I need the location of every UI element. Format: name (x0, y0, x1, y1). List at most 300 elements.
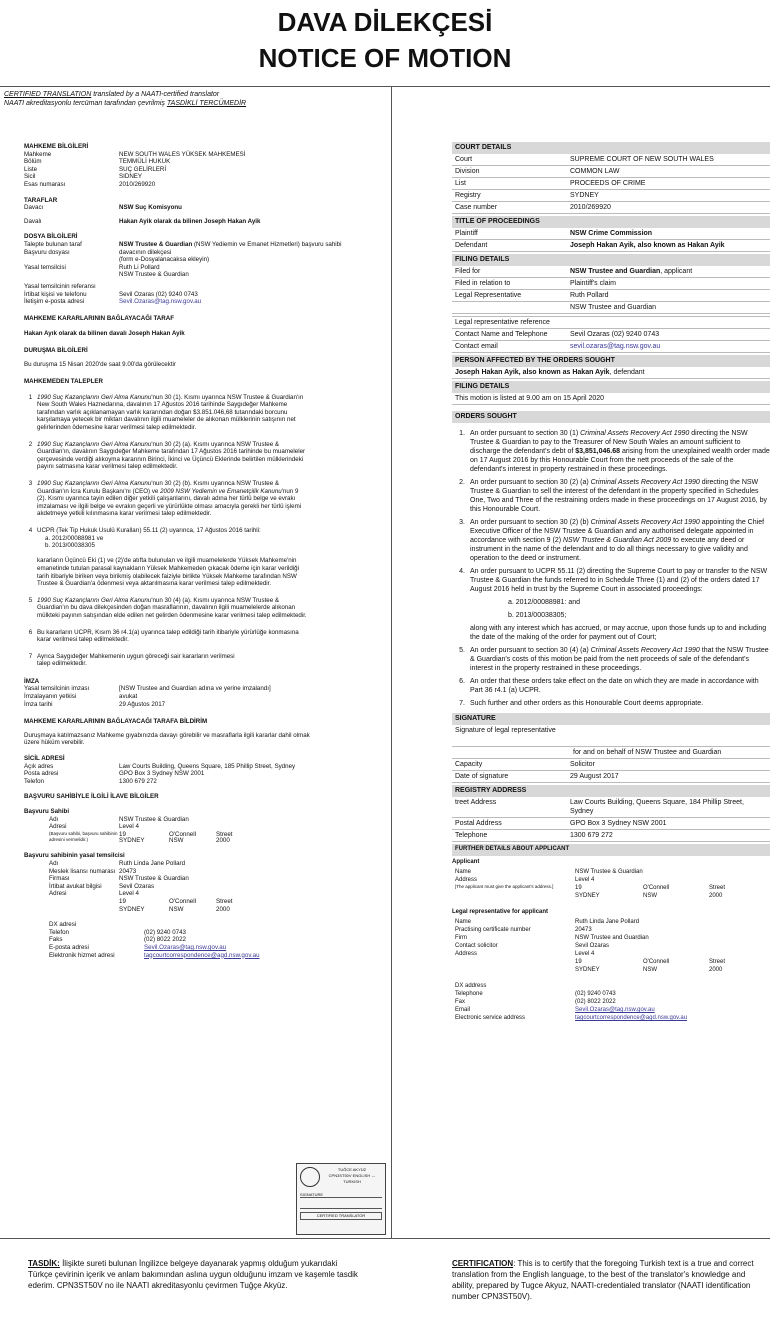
value: Sevil Ozaras (119, 882, 155, 890)
street-number: 19 (575, 959, 582, 965)
label: Postal Address (455, 820, 502, 827)
talep-number: 6 (28, 628, 33, 636)
tasdik-heading: TASDİK: (28, 1259, 60, 1268)
value: Ruth Linda Jane Pollard (575, 919, 640, 925)
row (49, 875, 384, 883)
street-number: 19 (119, 897, 126, 905)
row (24, 256, 384, 264)
value: [NSW Trustee and Guardian adına ve yerine imzalandı] (119, 685, 271, 693)
heading-ilave: BAŞVURU SAHİBİYLE İLGİLİ İLAVE BİLGİLER (24, 793, 159, 801)
label: İmza tarihi (24, 700, 53, 708)
label: Email (455, 1007, 471, 1013)
value: 29 August 2017 (570, 773, 619, 780)
sub-item: b. 2013/00038305 (45, 542, 95, 550)
value: Level 4 (119, 823, 139, 831)
section-filing-details: FILING DETAILS (452, 254, 770, 266)
talep-4 (24, 527, 384, 588)
label (455, 303, 570, 312)
row (452, 998, 770, 1006)
row (49, 944, 384, 952)
value-bold: NSW Trustee and Guardian (570, 268, 661, 275)
section-person-affected: PERSON AFFECTED BY THE ORDERS SOUGHT (452, 355, 770, 367)
label: Fax (455, 999, 466, 1005)
order-text: An order pursuant to section 30 (2) (b) (470, 519, 591, 526)
talep-3 (24, 480, 384, 518)
street-type: Street (709, 885, 726, 891)
label: Telefon (49, 928, 69, 936)
row (452, 830, 770, 842)
seal-icon (300, 1167, 320, 1187)
label: List (455, 180, 466, 187)
street-name: O'Connell (169, 897, 196, 905)
sub-item: a. 2012/00088981 ve (45, 534, 104, 542)
row (452, 154, 770, 166)
value: 1300 679 272 (119, 777, 157, 785)
label: Adı (49, 815, 59, 823)
talep-number: 3 (28, 480, 33, 487)
label: Contact email (455, 343, 498, 350)
note: (Başvuru sahibi, başvuru sahibinin adresini vermelidir.) (49, 830, 118, 842)
row (452, 1014, 770, 1022)
talep-6 (24, 629, 384, 644)
label: İrtibat kişisi ve telefonu (24, 290, 87, 298)
talep-text: 'nun 30 (4) (a). Kısmı uyarınca NSW Trustee & Guardian'ın bu dava dilekçesinden doğan masraflarının, davalının ilgili muamelelerde alıkonan mülkteki payının satışından elde edilen net gelirden ödenmesine karar verilmesi talep edilmektedir. (37, 596, 307, 619)
value[interactable]: tagcourtcorrespondence@agd.nsw.gov.au (575, 1015, 688, 1021)
state: NSW (169, 905, 184, 913)
city: SYDNEY (119, 836, 145, 844)
value: 20473 (575, 927, 592, 933)
durusma-text: Bu duruşma 15 Nisan 2020'de saat 9.00'da görülecektir (24, 361, 176, 369)
street-type: Street (216, 830, 233, 838)
cert-header-tr-underlined: TASDİKLİ TERCÜMEDİR (166, 100, 247, 107)
label: İletişim e-posta adresi (24, 298, 85, 306)
value: Level 4 (575, 877, 595, 883)
talep-1 (24, 394, 384, 432)
street-type: Street (709, 959, 726, 965)
row (452, 942, 770, 950)
row (24, 271, 384, 279)
row (49, 936, 384, 944)
row (24, 181, 384, 189)
label: Telephone (455, 991, 483, 997)
row-defendant (452, 240, 770, 252)
row-yt-street (24, 898, 384, 906)
row (452, 918, 770, 926)
row-irtibat (24, 291, 384, 299)
row (452, 190, 770, 202)
row-eposta (24, 298, 384, 306)
label: DX address (455, 983, 487, 989)
value: (02) 9240 0743 (575, 991, 616, 997)
row-yt-city (24, 906, 384, 914)
label: Davalı (24, 217, 42, 225)
label: Practising certificate number (455, 927, 531, 933)
order-text: An order pursuant to section 30 (4) (a) (470, 647, 591, 654)
yt-rows (24, 860, 384, 898)
label: Davacı (24, 204, 44, 212)
value: COMMON LAW (570, 168, 620, 175)
label: Plaintiff (455, 230, 478, 237)
row (452, 302, 770, 314)
left-column (24, 140, 384, 959)
sicil-rows (24, 763, 384, 786)
order-7 (452, 698, 770, 711)
legal-rep-contact-rows (452, 982, 770, 1022)
value: Law Courts Building, Queens Square, 185 Phillip Street, Sydney (119, 762, 296, 770)
city: SYDNEY (119, 905, 145, 913)
law-name: 1990 Suç Kazançlarını Geri Alma Kanunu (37, 393, 152, 401)
mahkeme-rows (24, 151, 384, 189)
value: davacının dilekçesi (119, 248, 172, 256)
label: Firması (49, 875, 70, 883)
legal-rep-heading: Legal representative for applicant (452, 909, 549, 915)
row-app-street (452, 884, 770, 892)
value: Level 4 (119, 890, 139, 898)
heading-basvuru-sahibi: Başvuru Sahibi (24, 808, 70, 815)
value: (form e-Dosyalanacaksa ekleyin) (119, 256, 210, 264)
talep-text: Bu kararların UCPR, Kısım 36 r4.1(a) uyarınca talep edildiği tarih itibariyle yürürlüğe konmasına karar verilmesi talep edilmektedir. (37, 628, 299, 644)
row (452, 926, 770, 934)
talep-number: 1 (28, 393, 33, 401)
row (452, 290, 770, 302)
talep-number: 5 (28, 596, 33, 604)
title-turkish: DAVA DİLEKÇESİ (277, 7, 493, 37)
order-text: that the NSW Trustee & Guardian's costs of this motion be paid from the nett proceeds of sale of the defendant's interest in the property restrained in these proceedings. (470, 647, 769, 672)
value-bold: NSW Trustee & Guardian (119, 240, 193, 248)
label: Adresi (49, 823, 67, 831)
postcode: 2000 (709, 893, 723, 899)
city: SYDNEY (575, 893, 600, 899)
heading-bildirim: MAHKEME KARARLARININ BAĞLAYACAĞI TARAFA BİLDİRİM (24, 718, 208, 726)
order-1 (452, 428, 770, 477)
heading-mahkeme: MAHKEME BİLGİLERİ (24, 143, 89, 150)
value: NSW Trustee and Guardian (570, 304, 656, 311)
row-capacity (452, 759, 770, 771)
row (49, 890, 384, 898)
section-filing-details-2: FILING DETAILS (452, 381, 770, 393)
value: TEMMÜLİ HUKUK (119, 158, 171, 166)
talep-text: 'nun 30 (2) (b). Kısmı uyarınca NSW Trustee & Guardian'ın İcra Kurulu Başkanı'nı (CEO) ve (37, 480, 280, 495)
state: NSW (643, 893, 657, 899)
value[interactable]: Sevil.Ozaras@tag.nsw.gov.au (575, 1007, 655, 1013)
order-text: Such further and other orders as this Honourable Court deems appropriate. (470, 700, 704, 707)
value: Joseph Hakan Ayik, also known as Hakan Ayik (570, 242, 725, 249)
row (452, 797, 770, 818)
city: SYDNEY (575, 967, 600, 973)
talep-2 (24, 441, 384, 471)
row (24, 778, 384, 786)
tasdik-text: İlişikte sureti bulunan İngilizce belgeye dayanarak yapmış olduğum yukarıdaki Türkçe çevirinin içerik ve anlam bakımından aslına uygun olduğunu imzam ve kaşemle tasdik ederim. CPN3ST50V no ile NAATI akreditasyonlu çevirmen Tuğçe Akyüz. (28, 1259, 358, 1290)
cert-header-rest: translated by a NAATI-certified translator (91, 91, 220, 98)
signature-label: Signature of legal representative (452, 725, 770, 747)
label: Legal representative reference (455, 319, 550, 326)
street-number: 19 (575, 885, 582, 891)
order-number: 3. (459, 519, 465, 526)
value: (NSW Yediemin ve Emanet Hizmetleri) başvuru sahibi (192, 240, 342, 248)
certified-translation-header (4, 90, 246, 108)
order-text: to execute any deed or instrument in the name of the defendant and to do all things necessary to give validity and operation to the deed or instrument. (470, 537, 748, 562)
row (49, 883, 384, 891)
row (24, 770, 384, 778)
value: Sevil Ozaras (02) 9240 0743 (570, 331, 660, 338)
label: Elektronik hizmet adresi (49, 951, 115, 959)
value: (02) 9240 0743 (144, 928, 186, 936)
cert-header-tr: NAATI akreditasyonlu tercüman tarafından çevrilmiş (4, 100, 167, 107)
act-name: Criminal Assets Recovery Act 1990 (590, 647, 700, 654)
row (452, 317, 770, 329)
label: Filed for (455, 268, 481, 275)
dosya-rows (24, 249, 384, 279)
value (570, 318, 767, 327)
talep-text: 'nun 30 (2) (a). Kısmı uyarınca NSW Trustee & Guardian'ın, davalının Saygıdeğer Mahkeme tarafından 17 Ağustos 2016 tarihinde bu muameleler çerçevesinde verdiği alıkoyma kararının Birinci, İkinci ve Üçüncü Eklerinde belirtilen mülklerindeki payını satmasına karar verilmesi talep edilmektedir. (37, 440, 306, 471)
row (24, 151, 384, 159)
row-bs-adres (24, 823, 384, 831)
section-further-details: FURTHER DETAILS ABOUT APPLICANT (452, 844, 770, 856)
value: Ruth Pollard (570, 292, 609, 299)
label: Posta adresi (24, 770, 59, 778)
row-lr-city (452, 966, 770, 974)
value: SUPREME COURT OF NEW SOUTH WALES (570, 156, 714, 163)
heading-dosya: DOSYA BİLGİLERİ (24, 233, 78, 241)
row (24, 685, 384, 693)
value: SYDNEY (570, 192, 599, 199)
bildirim-text: Duruşmaya katılmazsanız Mahkeme gıyabınızda davayı görebilir ve masraflarla ilgili kararlar dahil olmak üzere hüküm verebilir. (24, 731, 310, 747)
row (452, 202, 770, 214)
postcode: 2000 (709, 967, 723, 973)
value: GPO Box 3 Sydney NSW 2001 (119, 770, 205, 778)
order-4 (452, 566, 770, 645)
talep-number: 4 (28, 526, 33, 534)
label: Mahkeme (24, 150, 52, 158)
row-ref (24, 283, 384, 291)
value[interactable]: tagcourtcorrespondence@agd.nsw.gov.au (144, 951, 260, 959)
label: Yasal temsilcisi (24, 263, 66, 271)
row-contact-email (452, 341, 770, 353)
street-name: O'Connell (643, 885, 670, 891)
further-details (452, 856, 770, 1022)
order-5 (452, 645, 770, 676)
row-app-city (452, 892, 770, 900)
row (452, 818, 770, 830)
person-name: Joseph Hakan Ayik, also known as Hakan Ayik (455, 369, 610, 376)
registry-rows (452, 797, 770, 842)
orders-list (452, 423, 770, 711)
stamp-name: TUĞCE AKYÜZ (337, 1167, 367, 1172)
street-number: 19 (119, 830, 126, 838)
contact-rows (24, 921, 384, 959)
postcode: 2000 (216, 836, 230, 844)
talep-text: 'nun 9 (2). Kısmı uyarınca tayin edilen diğer yetkili çalışanlarını, davalı adına her türlü belge ve evrakı imzalaması ve ilgili belge ve evrakın geçerli ve yürürlükte olması amacıyla gerekli her türlü işlemi akdetmeye yetkili kılınmasına karar verilmesi talep edilmektedir. (37, 487, 302, 518)
certification-text: : This is to certify that the foregoing Turkish text is a true and correct translation from the English language, to the best of the translator's knowledge and ability, prepared by Tugce Akyuz, NAATI-credentialed translator (NAATI identification number CPN3ST50V). (452, 1259, 754, 1301)
label: Firm (455, 935, 467, 941)
law-name: 2009 NSW Yediemin ve Emanetçilik Kanunu (160, 487, 282, 495)
order-3 (452, 517, 770, 566)
state: NSW (169, 836, 184, 844)
row (49, 860, 384, 868)
order-2 (452, 477, 770, 517)
person-affected (452, 367, 770, 379)
label: Talepte bulunan taraf (24, 240, 82, 248)
label: Contact solicitor (455, 943, 498, 949)
value: NEW SOUTH WALES YÜKSEK MAHKEMESİ (119, 150, 246, 158)
order-number: 2. (459, 479, 465, 486)
label: Esas numarası (24, 180, 66, 188)
stamp-signature-line (300, 1192, 382, 1198)
row (452, 1006, 770, 1014)
row (452, 950, 770, 958)
value: NSW Crime Commission (570, 230, 653, 237)
row (452, 990, 770, 998)
row-bs-adi (24, 816, 384, 824)
talep-5 (24, 597, 384, 620)
order-text: along with any interest which has accrued, or may accrue, upon those funds up to and including the date of the making of the order for payment out of Court; (470, 625, 767, 641)
value: Sevil Ozaras (02) 9240 0743 (119, 290, 198, 298)
section-registry-address: REGISTRY ADDRESS (452, 785, 770, 797)
listing-text: This motion is listed at 9.00 am on 15 April 2020 (452, 393, 770, 405)
value[interactable]: Sevil.Ozaras@tag.nsw.gov.au (144, 943, 227, 951)
label: Name (455, 919, 472, 925)
stamp-signature-label: SIGNATURE (300, 1192, 324, 1197)
label: Address (455, 951, 478, 957)
order-number: 7. (459, 700, 465, 707)
value: Plaintiff's claim (570, 280, 616, 287)
talep-number: 2 (28, 440, 33, 448)
top-rule (0, 86, 770, 87)
row (24, 264, 384, 272)
value: NSW Trustee & Guardian (575, 869, 643, 875)
talep-text: Ayrıca Saygıdeğer Mahkemenin uygun göreceği sair kararların verilmesi talep edilmektedir. (37, 652, 235, 668)
value: 29 Ağustos 2017 (119, 700, 166, 708)
heading-talepler: MAHKEMEDEN TALEPLER (24, 378, 103, 386)
row (24, 158, 384, 166)
certification-heading: CERTIFICATION (452, 1259, 514, 1268)
heading-yasal-temsilci: Başvuru sahibinin yasal temsilcisi (24, 852, 125, 860)
value: avukat (119, 693, 138, 701)
value: NSW Trustee and Guardian (575, 935, 649, 941)
right-column (452, 140, 770, 1022)
value: SUÇ GELİRLERİ (119, 165, 167, 173)
label: Adresi (49, 890, 67, 898)
heading-sicil: SİCİL ADRESİ (24, 755, 65, 763)
value (144, 921, 384, 929)
section-title-proceedings: TITLE OF PROCEEDINGS (452, 216, 770, 228)
act-name: Criminal Assets Recovery Act 1990 (590, 479, 700, 486)
act-name: Criminal Assets Recovery Act 1990 (580, 430, 690, 437)
court-rows (452, 154, 770, 214)
row (24, 701, 384, 709)
talep-text: kararların Üçüncü Eki (1) ve (2)'de atıfta bulunulan ve ilgili muamelelerde Yüksek Mahkeme'nin emanetinde tutulan parasal kaynakların Yüksek Mahkemeden çıkacak ödeme için karar verildiği tarih itibariyle biriken veya birikmiş olabilecek faiziyle birlikte Yüksek Mahkeme tarafından NSW Trustee & Guardian'a ödenmesi veya aktarılmasına karar verilmesi talep edilmektedir. (37, 557, 299, 588)
order-number: 1. (459, 430, 465, 437)
sub-item: b. 2013/00038305; (508, 612, 567, 619)
label: Registry (455, 192, 481, 199)
row-app-name (452, 868, 770, 876)
label: Court (455, 156, 473, 163)
label: Faks (49, 936, 63, 944)
row (24, 166, 384, 174)
order-text: directing the NSW Trustee & Guardian to sell the interest of the defendant in the property specified in Schedules One, Two and Three of the restraining orders made in these proceedings on 17 August 2016, by this Honourable Court. (470, 479, 768, 513)
section-signature: SIGNATURE (452, 713, 770, 725)
value: Hakan Ayik olarak da bilinen Joseph Hakan Ayik (119, 217, 261, 225)
row (49, 921, 384, 929)
talep-7 (24, 653, 384, 668)
heading-baglayan: MAHKEME KARARLARININ BAĞLAYACAĞI TARAF (24, 314, 174, 322)
label: Division (455, 168, 480, 175)
label: DX adresi (49, 921, 77, 929)
law-name: 1990 Suç Kazançlarını Geri Alma Kanunu (37, 440, 152, 448)
state: NSW (643, 967, 657, 973)
order-text: An order pursuant to section 30 (1) (470, 430, 581, 437)
applicant-heading: Applicant (452, 859, 480, 865)
row (49, 868, 384, 876)
order-text: An order pursuant to section 30 (2) (a) (470, 479, 591, 486)
value: SIDNEY (119, 173, 143, 181)
order-6 (452, 676, 770, 698)
label: Liste (24, 165, 38, 173)
email-link[interactable]: Sevil.Ozaras@tag.nsw.gov.au (119, 298, 202, 306)
value: Law Courts Building, Queens Square, 184 Phillip Street, Sydney (570, 799, 744, 815)
row-davali (24, 218, 384, 226)
label: Defendant (455, 242, 488, 249)
act-name: Criminal Assets Recovery Act 1990 (590, 519, 700, 526)
label: Bölüm (24, 158, 42, 166)
row-lr-street (452, 958, 770, 966)
value: , applicant (660, 268, 693, 275)
person-role: , defendant (609, 369, 645, 376)
stamp-line (300, 1203, 382, 1209)
row (49, 952, 384, 960)
label: treet Address (455, 799, 497, 806)
footer-rule (0, 1238, 770, 1239)
label: E-posta adresi (49, 943, 89, 951)
value: 20473 (119, 867, 137, 875)
act-name: NSW Trustee & Guardian Act 2009 (563, 537, 672, 544)
row-talep (24, 241, 384, 249)
label: Filed in relation to (455, 280, 511, 287)
heading-durusma: DURUŞMA BİLGİLERİ (24, 346, 88, 354)
row-plaintiff (452, 228, 770, 240)
talep-number: 7 (28, 652, 33, 660)
value: NSW Trustee & Guardian (119, 875, 189, 883)
value: Ruth Li Pollard (119, 263, 160, 271)
value: (02) 8022 2022 (144, 936, 186, 944)
row (49, 929, 384, 937)
row (452, 166, 770, 178)
filing-rows (452, 278, 770, 341)
value: PROCEEDS OF CRIME (570, 180, 646, 187)
order-number: 6. (459, 678, 465, 685)
value: NSW Trustee & Guardian (119, 815, 189, 823)
note: [The applicant must give the applicant's address.] (455, 884, 554, 889)
label: Address (455, 877, 478, 883)
row-filed-for (452, 266, 770, 278)
label: Legal Representative (455, 292, 522, 299)
section-orders-sought: ORDERS SOUGHT (452, 411, 770, 423)
label (24, 256, 119, 264)
title-english: NOTICE OF MOTION (258, 43, 512, 73)
row (452, 278, 770, 290)
label: Telefon (24, 777, 44, 785)
label: Yasal temsilcinin referansı (24, 282, 96, 290)
value: (02) 8022 2022 (575, 999, 616, 1005)
row (452, 934, 770, 942)
label: Açık adres (24, 762, 54, 770)
label: Contact Name and Telephone (455, 331, 548, 338)
signature-on-behalf: for and on behalf of NSW Trustee and Guardian (452, 747, 770, 759)
debt-amount: $3,851,046.68 (575, 448, 621, 455)
value: GPO Box 3 Sydney NSW 2001 (570, 820, 667, 827)
label: Yasal temsilcinin imzası (24, 685, 90, 693)
email-link[interactable]: sevil.ozaras@tag.nsw.gov.au (570, 343, 661, 350)
